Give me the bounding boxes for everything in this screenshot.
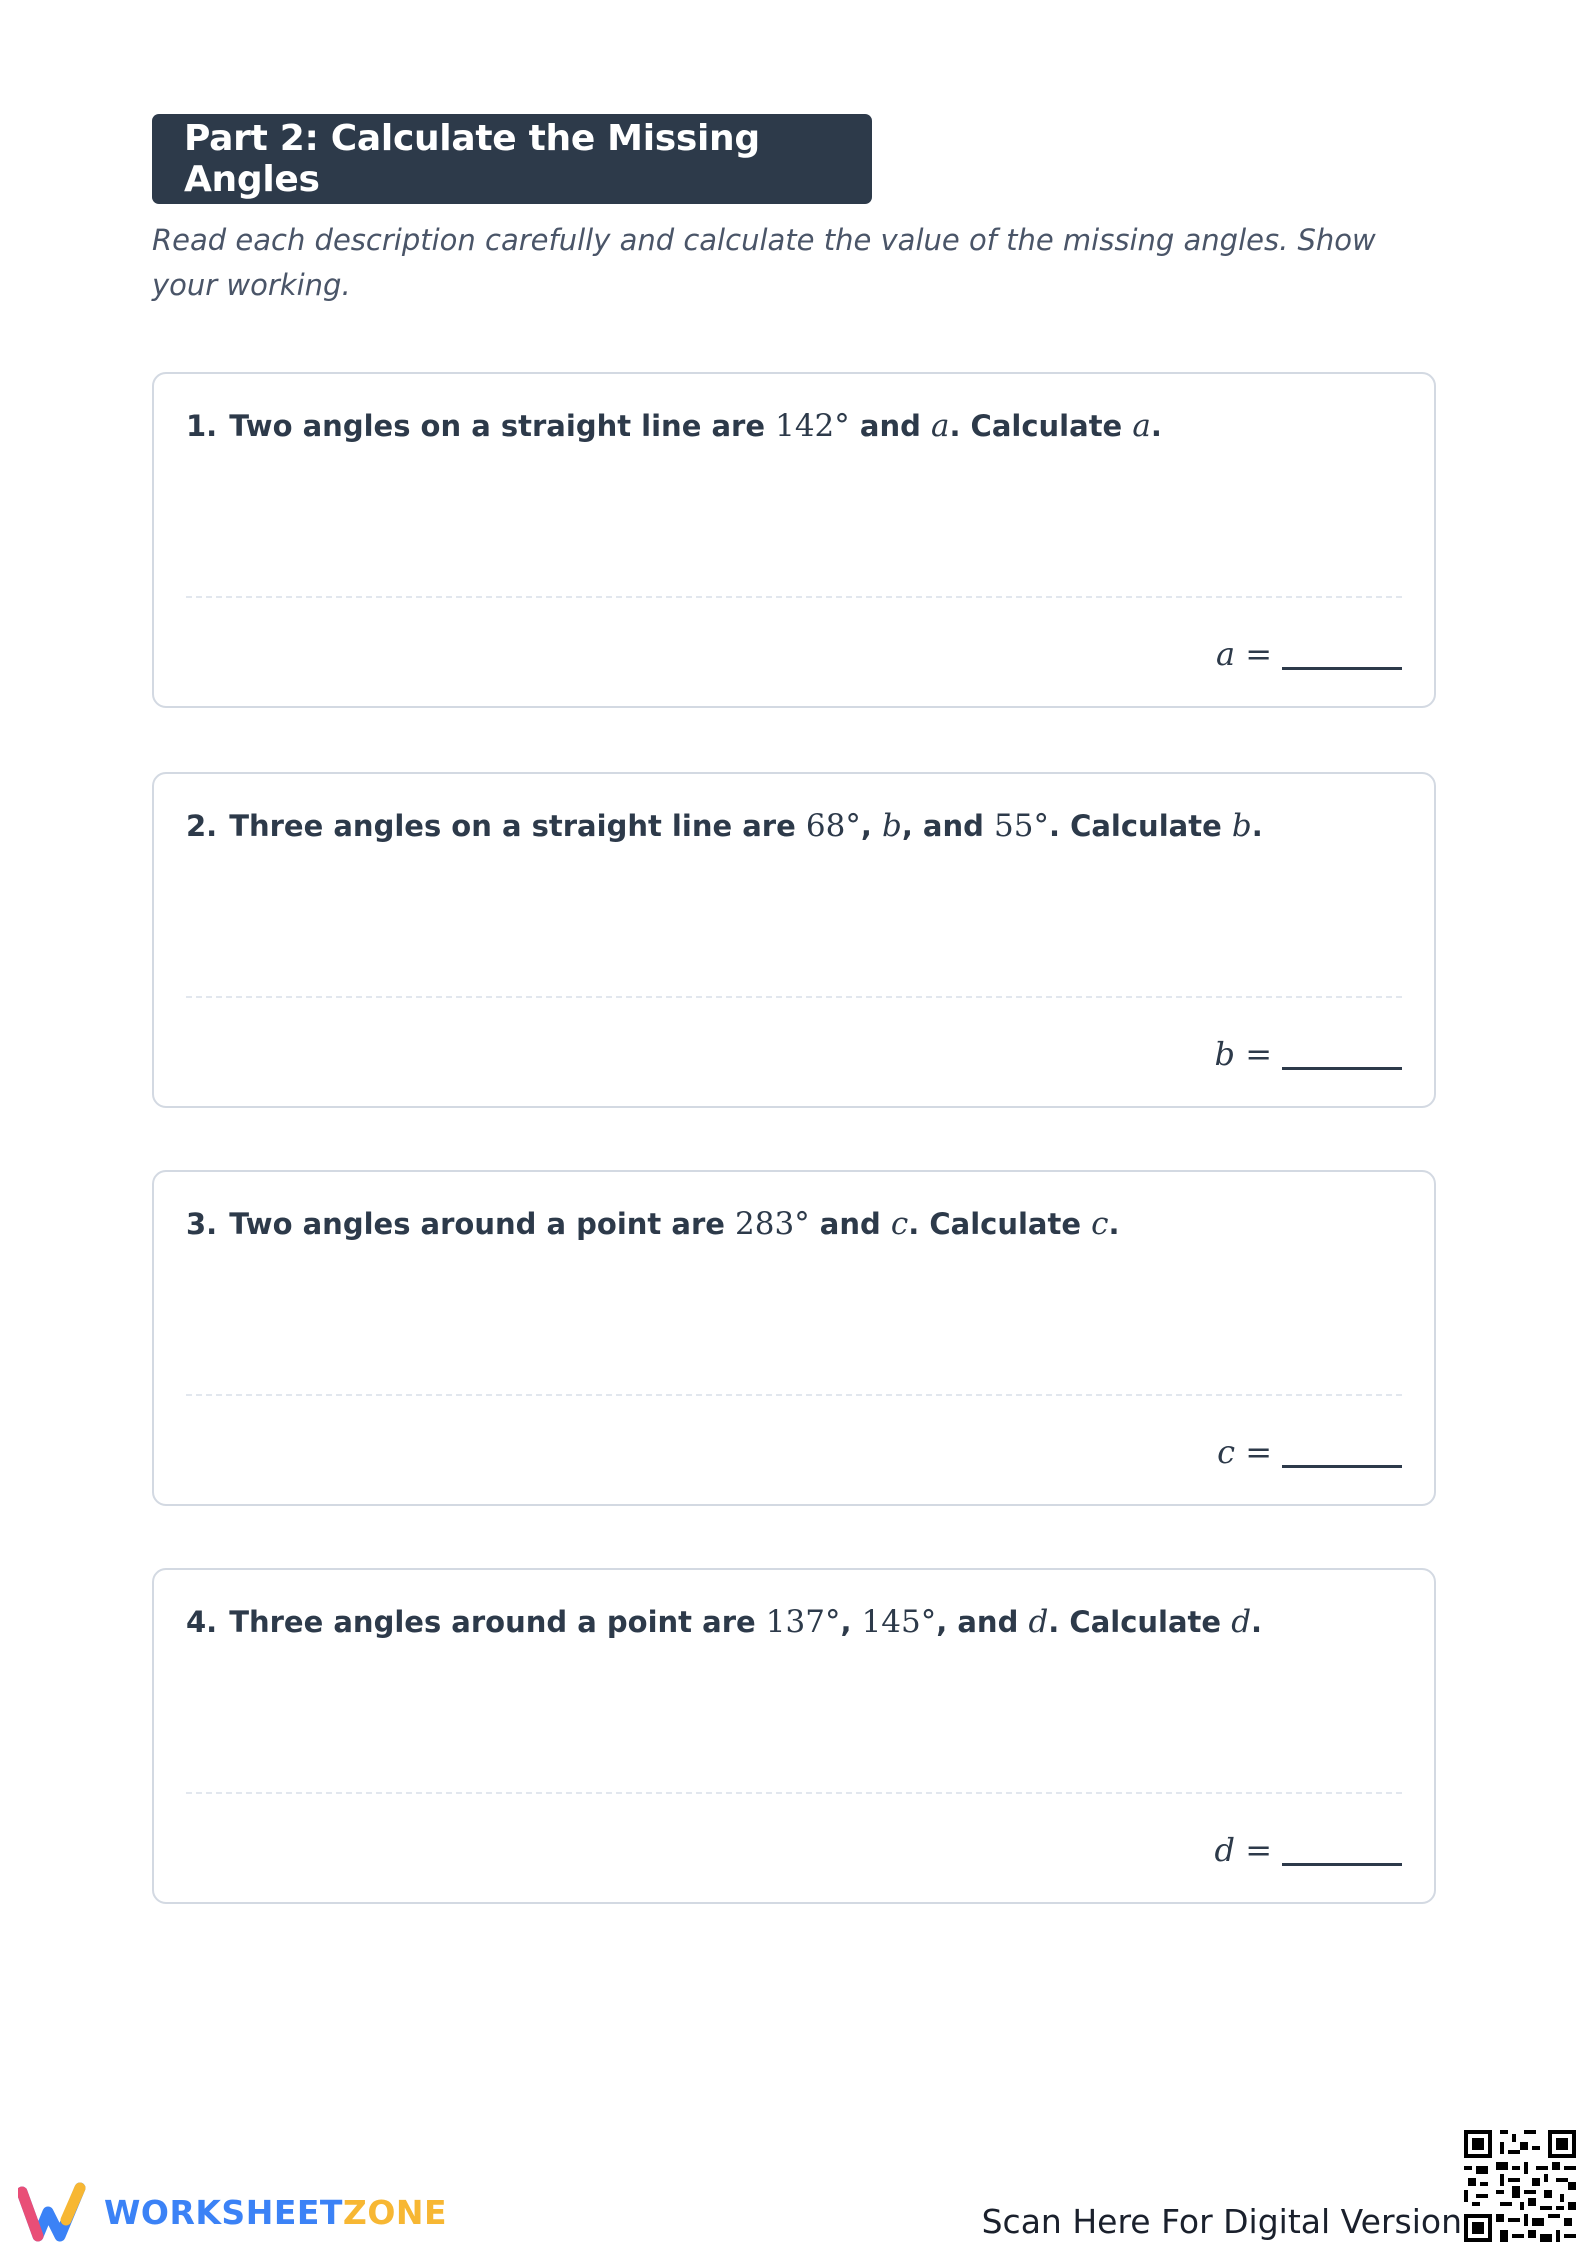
angle-variable: b xyxy=(1231,808,1252,844)
answer-label xyxy=(1215,1034,1272,1074)
answer-row-3 xyxy=(1217,1422,1402,1472)
answer-row-4 xyxy=(1215,1820,1402,1870)
angle-value: 137° xyxy=(765,1604,841,1640)
working-divider xyxy=(186,996,1402,998)
angle-variable: c xyxy=(890,1206,909,1242)
angle-value: 283° xyxy=(735,1206,810,1242)
question-fragment: , and xyxy=(901,809,994,843)
worksheetzone-w-logo-icon xyxy=(18,2182,94,2242)
question-fragment: Three angles on a straight line are xyxy=(229,809,806,843)
worksheet-page xyxy=(152,0,1436,2246)
instructions-text: Read each description carefully and calculate the value of the missing angles. Show your working. xyxy=(152,223,1376,302)
question-fragment: . xyxy=(1251,809,1263,843)
angle-variable: c xyxy=(1091,1206,1109,1242)
angle-value: 55° xyxy=(994,808,1049,844)
question-number: 2. xyxy=(186,809,218,843)
page-title: Part 2: Calculate the Missing Angles xyxy=(184,118,760,200)
answer-label xyxy=(1215,1830,1272,1870)
logo-word-zone: ZONE xyxy=(342,2192,448,2232)
part-header xyxy=(152,114,872,204)
angle-variable: b xyxy=(881,808,902,844)
question-text-2 xyxy=(186,806,1402,846)
working-divider xyxy=(186,596,1402,598)
question-card-4 xyxy=(152,1568,1436,1904)
question-fragment: , and xyxy=(936,1605,1029,1639)
answer-blank-4[interactable] xyxy=(1282,1863,1402,1866)
answer-variable: c xyxy=(1217,1433,1236,1471)
answer-equals: = xyxy=(1235,1035,1272,1073)
question-text-4 xyxy=(186,1602,1402,1642)
question-fragment: Two angles on a straight line are xyxy=(229,409,776,443)
question-fragment: . xyxy=(1251,1605,1263,1639)
question-fragment: Three angles around a point are xyxy=(229,1605,766,1639)
answer-variable: d xyxy=(1214,1831,1236,1869)
answer-blank-2[interactable] xyxy=(1282,1067,1402,1070)
question-fragment: . Calculate xyxy=(1048,1605,1232,1639)
question-fragment: , xyxy=(860,809,882,843)
footer xyxy=(0,2120,1588,2246)
question-fragment: and xyxy=(849,409,931,443)
question-fragment: and xyxy=(809,1207,891,1241)
question-card-2 xyxy=(152,772,1436,1108)
angle-variable: d xyxy=(1028,1604,1049,1640)
question-fragment: . Calculate xyxy=(1048,809,1232,843)
brand-logo[interactable] xyxy=(18,2182,447,2242)
question-card-3 xyxy=(152,1170,1436,1506)
answer-equals: = xyxy=(1235,1831,1272,1869)
qr-code-icon[interactable] xyxy=(1464,2130,1576,2242)
question-text-3 xyxy=(186,1204,1402,1244)
question-fragment: . Calculate xyxy=(908,1207,1092,1241)
question-number: 4. xyxy=(186,1605,218,1639)
answer-blank-1[interactable] xyxy=(1282,667,1402,670)
question-fragment: , xyxy=(840,1605,862,1639)
answer-label xyxy=(1216,634,1272,674)
question-fragment: . xyxy=(1108,1207,1120,1241)
answer-equals: = xyxy=(1235,1433,1272,1471)
answer-equals: = xyxy=(1235,635,1272,673)
angle-value: 145° xyxy=(861,1604,937,1640)
angle-variable: d xyxy=(1231,1604,1252,1640)
working-divider xyxy=(186,1792,1402,1794)
working-divider xyxy=(186,1394,1402,1396)
answer-variable: a xyxy=(1215,635,1236,673)
question-fragment: . Calculate xyxy=(949,409,1133,443)
answer-label xyxy=(1217,1432,1272,1472)
angle-value: 68° xyxy=(805,808,861,844)
question-card-1 xyxy=(152,372,1436,708)
answer-row-2 xyxy=(1215,1024,1402,1074)
question-text-1 xyxy=(186,406,1402,446)
answer-blank-3[interactable] xyxy=(1282,1465,1402,1468)
question-fragment: . xyxy=(1150,409,1162,443)
scan-instruction: Scan Here For Digital Version xyxy=(981,2202,1462,2241)
question-number: 1. xyxy=(186,409,218,443)
question-number: 3. xyxy=(186,1207,218,1241)
angle-variable: a xyxy=(930,408,950,444)
angle-variable: a xyxy=(1132,408,1151,444)
logo-word-worksheet: WORKSHEET xyxy=(104,2192,343,2232)
logo-wordmark xyxy=(104,2193,447,2232)
angle-value: 142° xyxy=(775,408,850,444)
question-fragment: Two angles around a point are xyxy=(229,1207,736,1241)
answer-row-1 xyxy=(1216,624,1402,674)
answer-variable: b xyxy=(1214,1035,1236,1073)
